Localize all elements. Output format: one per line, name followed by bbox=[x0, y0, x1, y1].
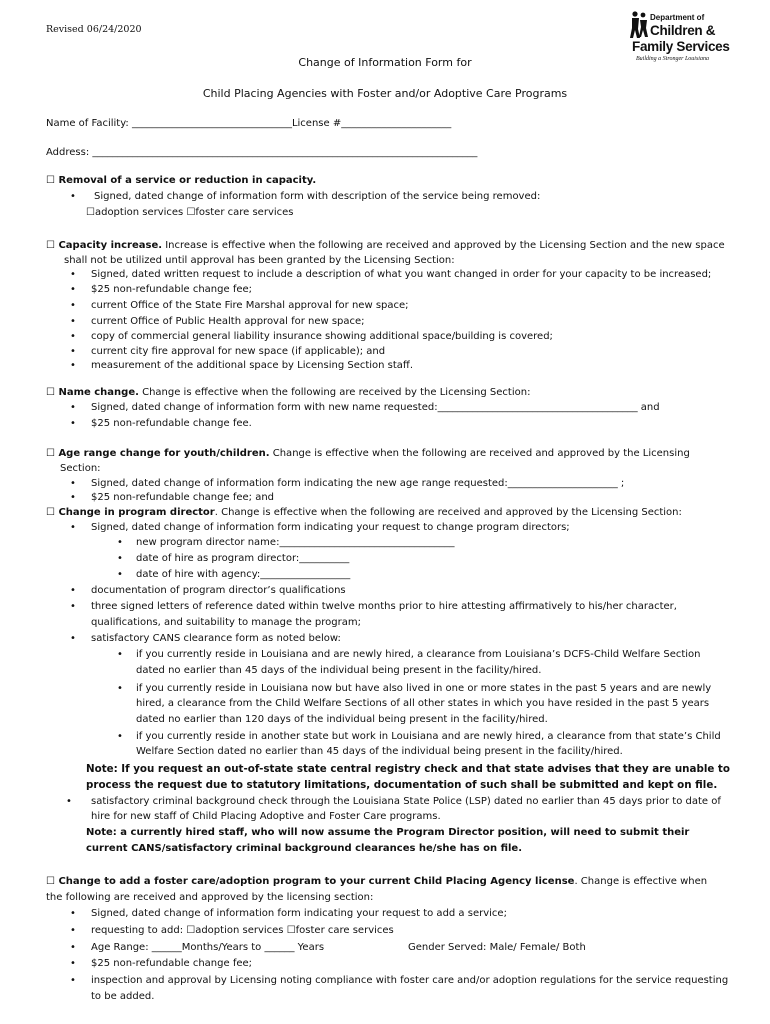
bullet-icon: • bbox=[70, 402, 76, 413]
logo-line1: Department of bbox=[650, 13, 705, 22]
bullet-icon: • bbox=[70, 331, 76, 342]
add-program-heading[interactable]: ☐ Change to add a foster care/adoption program to your current Child Placing Agency license bbox=[46, 876, 575, 887]
bullet-icon: • bbox=[70, 585, 76, 596]
bullet-icon: • bbox=[70, 492, 76, 503]
bullet-icon: • bbox=[70, 269, 76, 280]
revised-date: Revised 06/24/2020 bbox=[46, 24, 142, 35]
bullet-icon: • bbox=[70, 478, 76, 489]
bullet-icon: • bbox=[70, 958, 76, 969]
logo-line2: Children & bbox=[650, 23, 716, 38]
age-heading[interactable]: ☐ Age range change for youth/children. bbox=[46, 448, 270, 459]
add-program-text: . Change is effective when bbox=[574, 876, 708, 887]
age-text: Change is effective when the following are received and approved by the Licensing bbox=[269, 448, 690, 459]
director-bullet-5b: hire for new staff of Child Placing Adoptive and Foster Care programs. bbox=[91, 811, 441, 822]
name-change-text: Change is effective when the following are received by the Licensing Section: bbox=[138, 387, 531, 398]
add-program-gender[interactable]: Gender Served: Male/ Female/ Both bbox=[408, 942, 586, 953]
add-program-paragraph bbox=[46, 876, 707, 887]
age-text-2: Section: bbox=[60, 463, 101, 474]
family-figures-icon bbox=[630, 11, 650, 39]
director-sub-2[interactable]: date of hire as program director:__________ bbox=[136, 553, 350, 564]
director-text: . Change is effective when the following are received and approved by the Licensing Section: bbox=[214, 507, 682, 518]
name-change-bullet-2: $25 non-refundable change fee. bbox=[91, 418, 252, 429]
bullet-icon: • bbox=[70, 522, 76, 533]
capacity-bullet-1: Signed, dated written request to include a description of what you want changed in order for your capacity to be increased; bbox=[91, 269, 712, 280]
add-program-bullet-5a: inspection and approval by Licensing noting compliance with foster care and/or adoption regulations for the service requesting bbox=[91, 975, 729, 986]
note-2b: current CANS/satisfactory criminal background clearances he/she has on file. bbox=[86, 843, 522, 854]
cans-item-1a: if you currently reside in Louisiana and are newly hired, a clearance from Louisiana’s DCFS-Child Welfare Section bbox=[136, 649, 701, 660]
capacity-bullet-3: current Office of the State Fire Marshal approval for new space; bbox=[91, 300, 409, 311]
bullet-icon: • bbox=[117, 731, 123, 742]
add-program-bullet-4: $25 non-refundable change fee; bbox=[91, 958, 253, 969]
bullet-icon: • bbox=[70, 316, 76, 327]
note-2a: Note: a currently hired staff, who will now assume the Program Director position, will need to submit their bbox=[86, 827, 690, 838]
facility-license-line[interactable]: Name of Facility: ________________________________License #______________________ bbox=[46, 118, 452, 129]
bullet-icon: • bbox=[70, 925, 76, 936]
removal-options[interactable]: ☐adoption services ☐foster care services bbox=[86, 207, 294, 218]
bullet-icon: • bbox=[70, 908, 76, 919]
cans-item-2b: hired, a clearance from the Child Welfare Sections of all other states in which you have resided in the past 5 years bbox=[136, 698, 710, 709]
capacity-bullet-2: $25 non-refundable change fee; bbox=[91, 284, 253, 295]
cans-item-3b: Welfare Section dated no earlier than 45 days of the individual being present in the facility/hired. bbox=[136, 746, 623, 757]
note-1a: Note: If you request an out-of-state state central registry check and that state advises that they are unable to bbox=[86, 763, 730, 775]
capacity-text: Increase is effective when the following are received and approved by the Licensing Section and the new space bbox=[162, 240, 725, 251]
bullet-icon: • bbox=[117, 537, 123, 548]
name-change-paragraph bbox=[46, 387, 530, 398]
removal-heading[interactable]: ☐ Removal of a service or reduction in capacity. bbox=[46, 175, 317, 186]
cans-item-2c: dated no earlier than 120 days of the individual being present in the facility/hired. bbox=[136, 714, 548, 725]
cans-item-1b: dated no earlier than 45 days of the individual being present in the facility/hired. bbox=[136, 665, 542, 676]
bullet-icon: • bbox=[117, 553, 123, 564]
bullet-icon: • bbox=[70, 942, 76, 953]
bullet-icon: • bbox=[117, 569, 123, 580]
capacity-paragraph bbox=[46, 240, 725, 251]
capacity-bullet-6: current city fire approval for new space (if applicable); and bbox=[91, 346, 386, 357]
director-sub-3[interactable]: date of hire with agency:__________________ bbox=[136, 569, 351, 580]
bullet-icon: • bbox=[70, 300, 76, 311]
bullet-icon: • bbox=[70, 284, 76, 295]
removal-bullet-1: Signed, dated change of information form with description of the service being removed: bbox=[94, 191, 541, 202]
age-paragraph bbox=[46, 448, 690, 459]
director-bullet-3a: three signed letters of reference dated within twelve months prior to hire attesting affirmatively to his/her character, bbox=[91, 601, 677, 612]
director-bullet-2: documentation of program director’s qualifications bbox=[91, 585, 346, 596]
bullet-icon: • bbox=[117, 683, 123, 694]
director-bullet-5a: satisfactory criminal background check through the Louisiana State Police (LSP) dated no earlier than 45 days prior to date of bbox=[91, 796, 721, 807]
cans-item-3a: if you currently reside in another state but work in Louisiana and are newly hired, a clearance from that state’s Child bbox=[136, 731, 721, 742]
cans-item-2a: if you currently reside in Louisiana now but have also lived in one or more states in the past 5 years and are newly bbox=[136, 683, 712, 694]
logo-line3: Family Services bbox=[632, 39, 730, 54]
add-program-text-2: the following are received and approved by the licensing section: bbox=[46, 892, 374, 903]
bullet-icon: • bbox=[70, 191, 76, 202]
add-program-bullet-2[interactable]: requesting to add: ☐adoption services ☐foster care services bbox=[91, 925, 394, 936]
director-bullet-3b: qualifications, and suitability to manage the program; bbox=[91, 617, 361, 628]
name-change-heading[interactable]: ☐ Name change. bbox=[46, 387, 139, 398]
form-subtitle: Child Placing Agencies with Foster and/or Adoptive Care Programs bbox=[202, 87, 568, 100]
bullet-icon: • bbox=[70, 975, 76, 986]
age-bullet-2: $25 non-refundable change fee; and bbox=[91, 492, 275, 503]
form-title: Change of Information Form for bbox=[298, 56, 472, 69]
add-program-age-range[interactable]: Age Range: ______Months/Years to ______ Years bbox=[91, 942, 325, 953]
logo-tagline: Building a Stronger Louisiana bbox=[636, 56, 709, 62]
capacity-bullet-7: measurement of the additional space by Licensing Section staff. bbox=[91, 360, 414, 371]
bullet-icon: • bbox=[70, 633, 76, 644]
capacity-heading[interactable]: ☐ Capacity increase. bbox=[46, 240, 163, 251]
address-line[interactable]: Address: _____________________________________________________________________________ bbox=[46, 147, 478, 158]
name-change-bullet-1[interactable]: Signed, dated change of information form with new name requested:________________________________________ and bbox=[91, 402, 660, 413]
bullet-icon: • bbox=[70, 601, 76, 612]
director-heading[interactable]: ☐ Change in program director bbox=[46, 507, 215, 518]
bullet-icon: • bbox=[70, 418, 76, 429]
director-bullet-4: satisfactory CANS clearance form as noted below: bbox=[91, 633, 341, 644]
bullet-icon: • bbox=[70, 346, 76, 357]
bullet-icon: • bbox=[117, 649, 123, 660]
add-program-bullet-1: Signed, dated change of information form indicating your request to add a service; bbox=[91, 908, 507, 919]
capacity-text-2: shall not be utilized until approval has been granted by the Licensing Section: bbox=[64, 255, 455, 266]
bullet-icon: • bbox=[66, 796, 72, 807]
director-bullet-1: Signed, dated change of information form indicating your request to change program directors; bbox=[91, 522, 570, 533]
director-paragraph bbox=[46, 507, 682, 518]
note-1b: process the request due to statutory limitations, documentation of such shall be submitted and kept on file. bbox=[86, 779, 718, 791]
capacity-bullet-4: current Office of Public Health approval for new space; bbox=[91, 316, 365, 327]
director-sub-1[interactable]: new program director name:___________________________________ bbox=[136, 537, 455, 548]
capacity-bullet-5: copy of commercial general liability insurance showing additional space/building is covered; bbox=[91, 331, 553, 342]
add-program-bullet-5b: to be added. bbox=[91, 991, 155, 1002]
bullet-icon: • bbox=[70, 360, 76, 371]
age-bullet-1[interactable]: Signed, dated change of information form indicating the new age range requested:______________________ ; bbox=[91, 478, 625, 489]
